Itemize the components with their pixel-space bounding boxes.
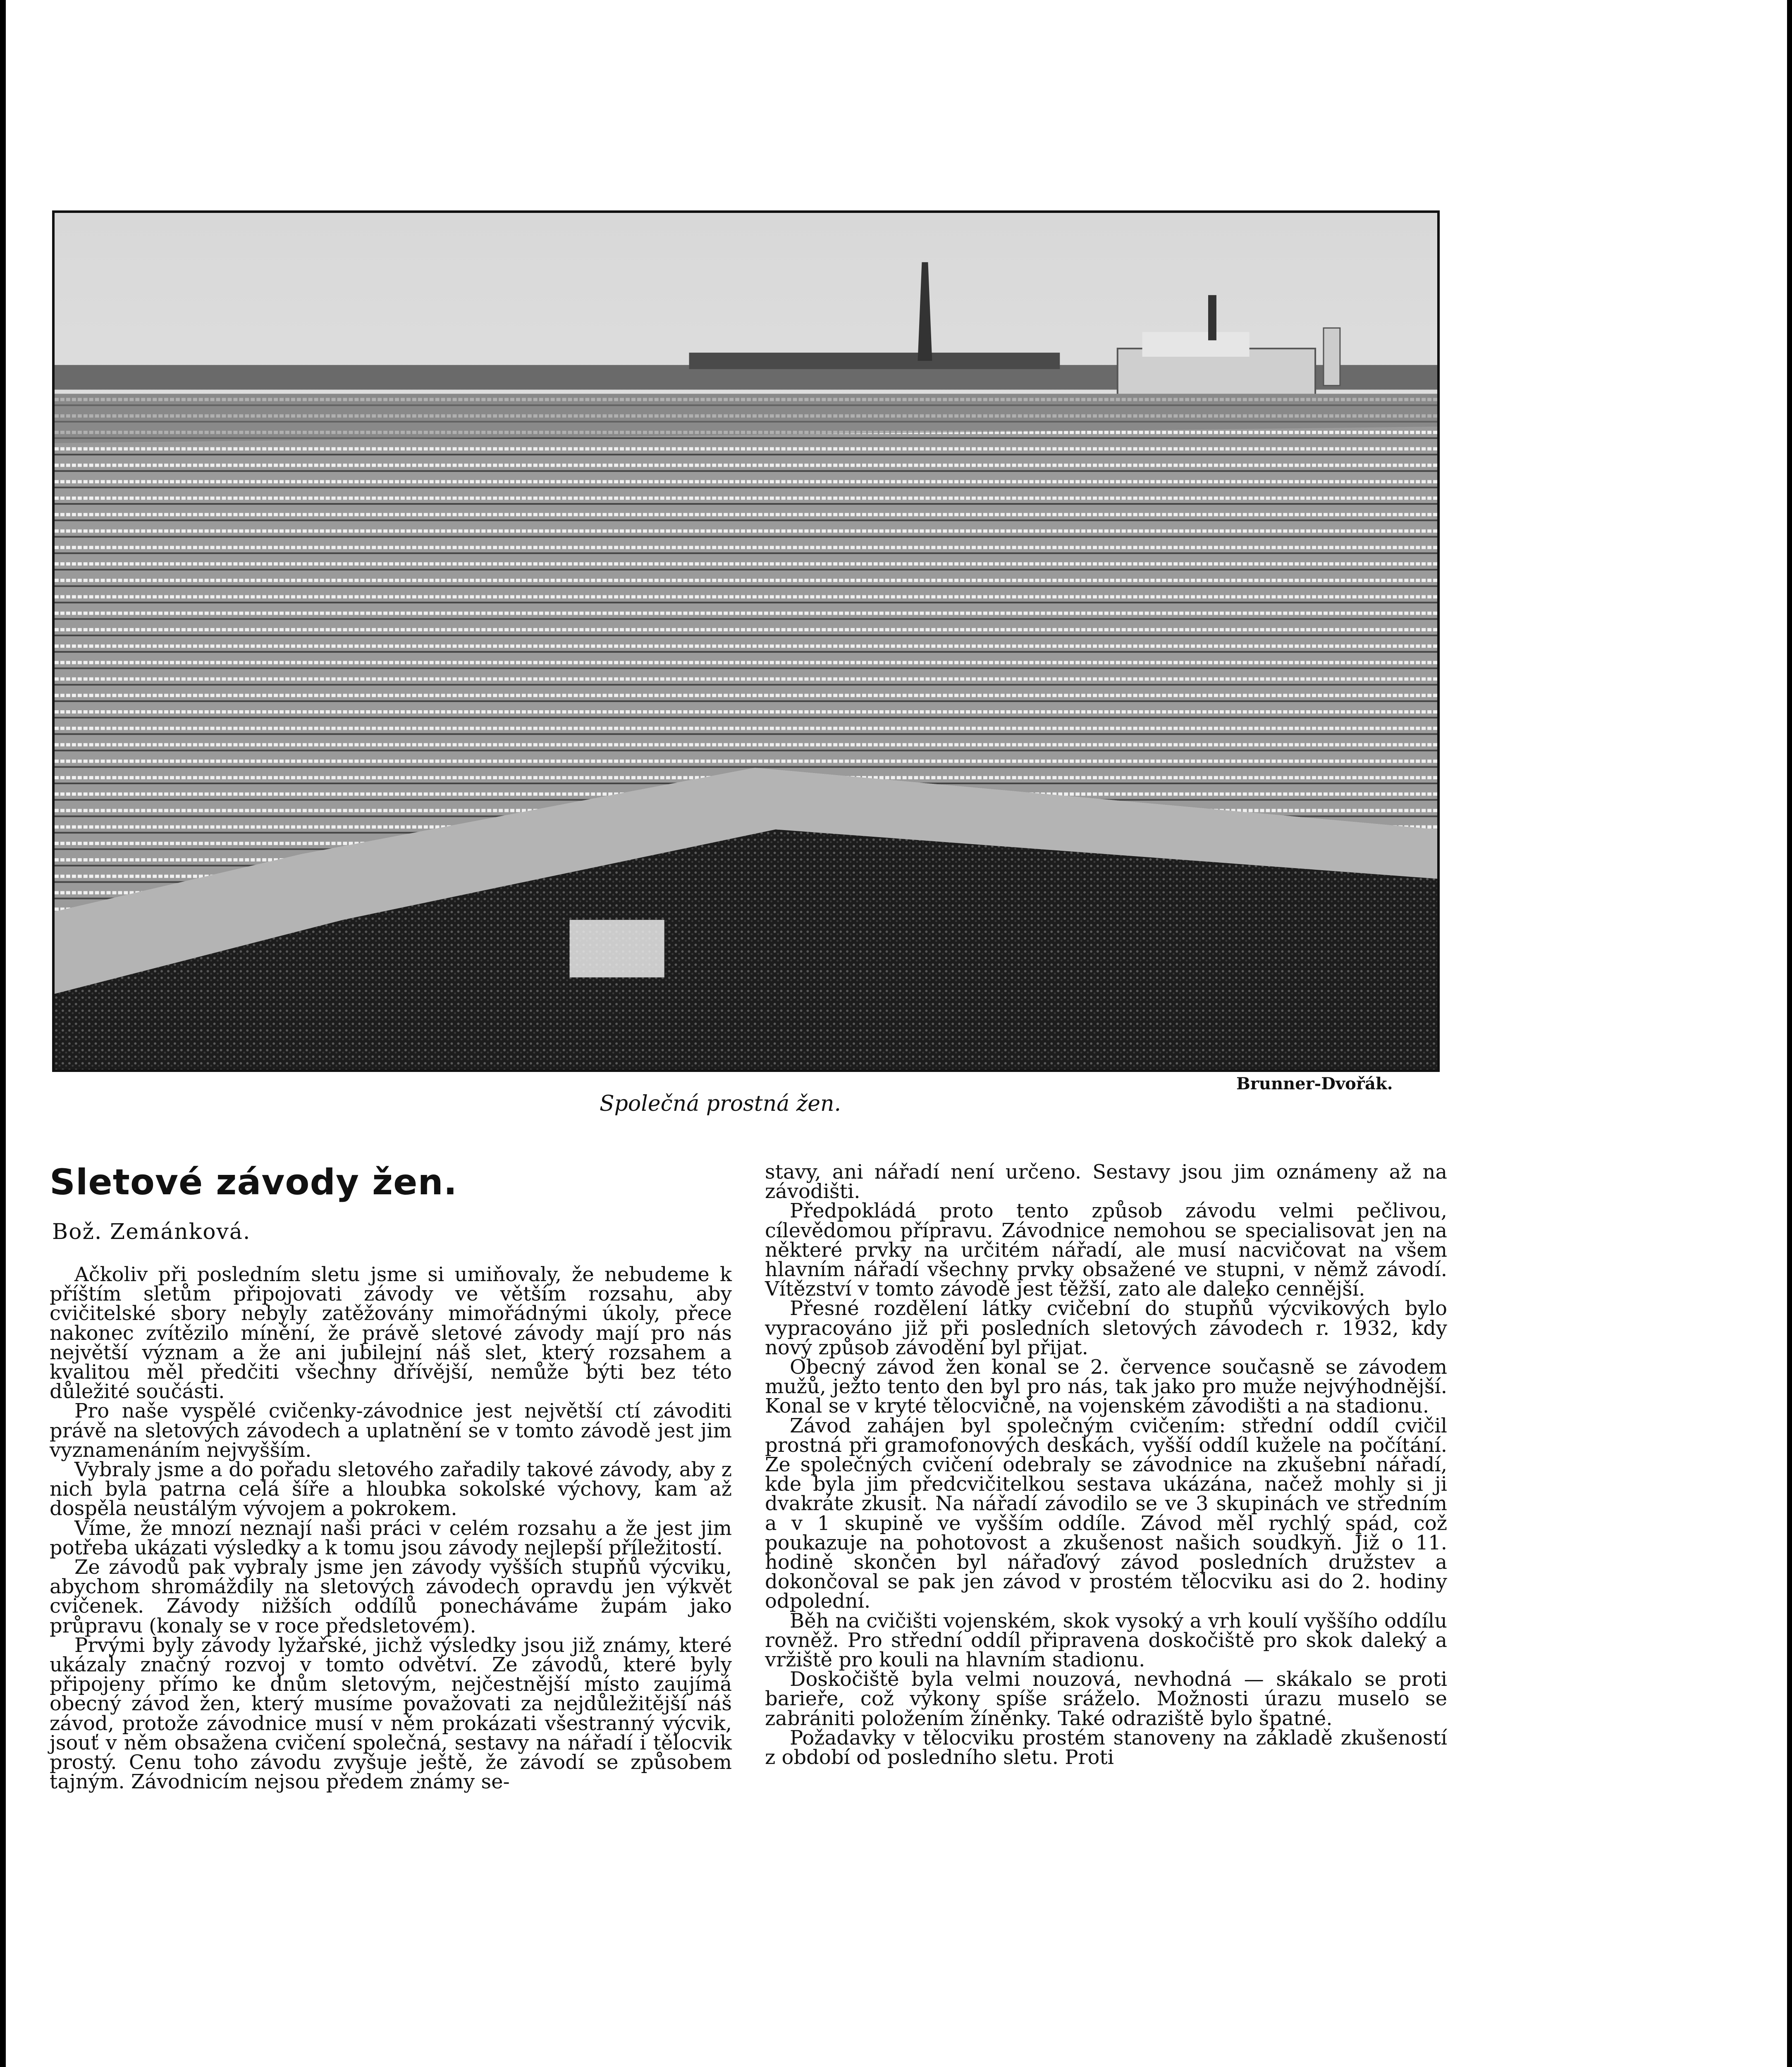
paragraph: Vybraly jsme a do pořadu sletového zařadily takové závody, aby z nich byla patrna celá šíře a hloubka sokolské výchovy, kam až dospěla neustálým vývojem a pokrokem.	[50, 1458, 732, 1520]
paragraph: Ze závodů pak vybraly jsme jen závody vyšších stupňů výcviku, abychom shromáždily na sletových závodech opravdu jen výkvět cvičenek. Závody nižších oddílů ponecháváme župám jako průpravu (konaly se v roce předsletovém).	[50, 1556, 732, 1637]
left-column	[50, 1265, 732, 1792]
paragraph: Doskočiště byla velmi nouzová, nevhodná — skákalo se proti barieře, což výkony spíše sráželo. Možnosti úrazu muselo se zabrániti položením žíněnky. Také odraziště bylo špatné.	[765, 1668, 1447, 1730]
paragraph: Závod zahájen byl společným cvičením: střední oddíl cvičil prostná při gramofonových deskách, vyšší oddíl kužele na počítání. Ze společných cvičení odebraly se závodnice na zkušební nářadí, kde byla jim předcvičitelkou sestava ukázána, načež mohly si ji dvakráte zkusit. Na nářadí závodilo se ve 3 skupinách ve středním a v 1 skupině ve vyšším oddíle. Závod měl rychlý spád, což poukazuje na pohotovost a zkušenost našich soudkyň. Již o 11. hodině skončen byl nářaďový závod posledních družstev a dokončoval se pak jen závod v prostém tělocviku asi do 2. hodiny odpolední.	[765, 1414, 1447, 1613]
right-scan-edge	[1787, 0, 1792, 2067]
paragraph: Požadavky v tělocviku prostém stanoveny na základě zkušeností z období od posledního sletu. Proti	[765, 1726, 1447, 1769]
left-scan-edge	[0, 0, 6, 2067]
paragraph: Obecný závod žen konal se 2. července současně se závodem mužů, ježto tento den byl pro nás, tak jako pro muže nejvýhodnější. Konal se v kryté tělocvičně, na vojenském závodišti a na stadionu.	[765, 1356, 1447, 1418]
paragraph: Víme, že mnozí neznají naši práci v celém rozsahu a že jest jim potřeba ukázati výsledky a k tomu jsou závody nejlepší příležitostí.	[50, 1516, 732, 1559]
paragraph: Prvými byly závody lyžařské, jichž výsledky jsou již známy, které ukázaly značný rozvoj v tomto odvětví. Ze závodů, které byly připojeny přímo ke dnům sletovým, nejčestnější místo zaujímá obecný závod žen, který musíme považovati za nejdůležitější náš závod, protože závodnice musí v něm prokázati všestranný výcvik, jsouť v něm obsažena cvičení společná, sestavy na nářadí i tělocvik prostý. Cenu toho závodu zvyšuje ještě, že závodí se způsobem tajným. Závodnicím nejsou předem známy se-	[50, 1633, 732, 1794]
right-column	[765, 1162, 1447, 1767]
paragraph: Běh na cvičišti vojenském, skok vysoký a vrh koulí vyššího oddílu rovněž. Pro střední oddíl připravena doskočiště pro skok daleký a vržiště pro kouli na hlavním stadionu.	[765, 1609, 1447, 1672]
article-title: Sletové závody žen.	[50, 1162, 458, 1203]
photo-credit: Brunner-Dvořák.	[1236, 1074, 1393, 1093]
paragraph: Ačkoliv při posledním sletu jsme si umiňovaly, že nebudeme k příštím sletům připojovati závody ve větším rozsahu, aby cvičitelské sbory nebyly zatěžovány mimořádnými úkoly, přece nakonec zvítězilo mínění, že právě sletové závody mají pro nás největší význam a že ani jubilejní náš slet, který rozsahem a kvalitou měl předčiti všechny dřívější, nemůže býti bez této důležité součásti.	[50, 1263, 732, 1403]
paragraph-continuation: stavy, ani nářadí není určeno. Sestavy jsou jim oznámeny až na závodišti.	[765, 1160, 1447, 1203]
paragraph: Pro naše vyspělé cvičenky-závodnice jest největší ctí závoditi právě na sletových závodech a uplatnění se v tomto závodě jest jim vyznamenáním nejvyšším.	[50, 1399, 732, 1462]
paragraph: Předpokládá proto tento způsob závodu velmi pečlivou, cílevědomou přípravu. Závodnice nemohou se specialisovat jen na některé prvky na určitém nářadí, ale musí nacvičovat na všem hlavním nářadí všechny prvky obsažené ve stupni, v němž závodí. Vítězství v tomto závodě jest těžší, zato ale daleko cennější.	[765, 1199, 1447, 1301]
paragraph: Přesné rozdělení látky cvičební do stupňů výcvikových bylo vypracováno již při posledních sletových závodech r. 1932, kdy nový způsob závodění byl přijat.	[765, 1297, 1447, 1359]
article-author: Bož. Zemánková.	[52, 1220, 251, 1244]
photo-caption: Společná prostná žen.	[600, 1091, 841, 1116]
stadium-photograph	[52, 210, 1440, 1072]
